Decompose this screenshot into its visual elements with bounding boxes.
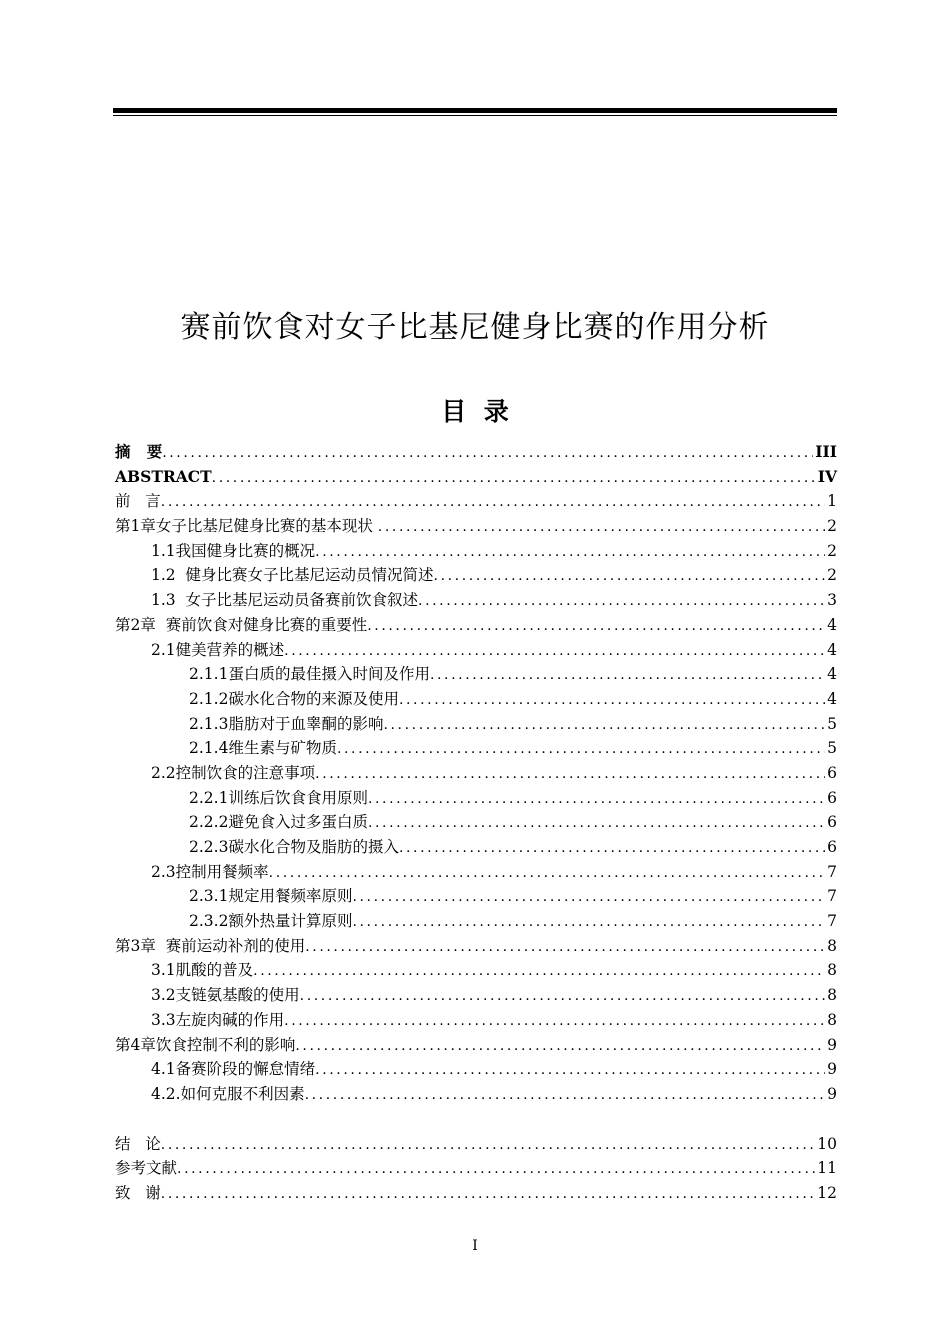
toc-entry-page: 8 [827, 936, 837, 955]
toc-dot-leader [368, 787, 825, 812]
toc-entry[interactable] [115, 958, 837, 983]
toc-dot-leader [430, 663, 825, 688]
toc-entry[interactable] [115, 712, 837, 737]
toc-entry[interactable] [115, 1156, 837, 1181]
toc-entry-page: 2 [827, 517, 837, 536]
toc-entry-label: 2.3.1规定用餐频率原则 [189, 887, 353, 906]
toc-entry-page: 8 [827, 986, 837, 1005]
toc-entry-label: 3.2支链氨基酸的使用 [151, 986, 300, 1005]
toc-entry-page: 4 [827, 640, 837, 659]
page-number: I [472, 1238, 478, 1254]
toc-dot-leader [284, 639, 825, 664]
toc-entry-page: 9 [827, 1035, 837, 1054]
toc-entry-label: 2.1.3脂肪对于血睾酮的影响 [189, 714, 384, 733]
toc-dot-leader [177, 1157, 815, 1182]
toc-entry[interactable] [115, 983, 837, 1008]
toc-dot-leader [315, 762, 825, 787]
toc-entry[interactable] [115, 1181, 837, 1206]
toc-dot-leader [305, 1083, 826, 1108]
toc-dot-leader [212, 466, 816, 491]
toc-dot-leader [352, 910, 825, 935]
toc-dot-leader [300, 984, 825, 1009]
toc-dot-leader [284, 1009, 825, 1034]
toc-entry-label: 前 言 [115, 492, 161, 511]
toc-entry-label: 4.1备赛阶段的懈怠情绪 [151, 1060, 316, 1079]
toc-entry[interactable] [115, 489, 837, 514]
toc-entry-label: ABSTRACT [115, 466, 212, 486]
toc-entry-page: 6 [827, 813, 837, 832]
toc-dot-leader [269, 861, 825, 886]
toc-entry-label: 2.2控制饮食的注意事项 [151, 763, 316, 782]
toc-entry-label: 第2章 赛前饮食对健身比赛的重要性 [115, 615, 368, 634]
toc-dot-leader [161, 1133, 815, 1158]
toc-dot-leader [399, 688, 825, 713]
toc-entry[interactable] [115, 1082, 837, 1107]
toc-entry[interactable] [115, 465, 837, 490]
toc-dot-leader [161, 490, 825, 515]
toc-dot-leader [337, 737, 825, 762]
toc-entry[interactable] [115, 514, 837, 539]
toc-entry-label: 2.2.3碳水化合物及脂肪的摄入 [189, 838, 399, 856]
toc-entry[interactable] [115, 909, 837, 934]
toc-entry[interactable] [115, 1008, 837, 1033]
toc-entry-page: III [815, 442, 837, 461]
toc-dot-leader [399, 836, 825, 861]
toc-dot-leader [418, 589, 825, 614]
toc-entry-page: 9 [827, 1084, 837, 1103]
toc-entry-label: 2.3.2额外热量计算原则 [189, 912, 353, 931]
toc-entry-label: 参考文献 [115, 1159, 178, 1178]
toc-entry-page: 6 [827, 763, 837, 782]
toc-entry-page: 9 [827, 1060, 837, 1079]
toc-dot-leader [315, 1058, 825, 1083]
toc-entry-page: 12 [817, 1183, 837, 1202]
document-title: 赛前饮食对女子比基尼健身比赛的作用分析 [180, 310, 770, 345]
toc-entry-label: 2.1.2碳水化合物的来源及使用 [189, 689, 399, 708]
toc-entry-page: 1 [827, 492, 837, 511]
toc-dot-leader [295, 1034, 825, 1059]
toc-entry-label: 2.2.2避免食入过多蛋白质 [189, 813, 368, 832]
toc-entry[interactable] [115, 588, 837, 613]
toc-entry-label: 结 论 [115, 1134, 161, 1153]
toc-entry-page: 11 [817, 1159, 837, 1178]
toc-dot-leader [161, 1182, 815, 1207]
toc-entry[interactable] [115, 736, 837, 761]
toc-entry-page: 7 [827, 887, 837, 906]
toc-entry[interactable] [115, 884, 837, 909]
toc-entry-page: IV [817, 466, 837, 486]
toc-entry-label: 2.1.4维生素与矿物质 [189, 739, 337, 758]
toc-entry[interactable] [115, 934, 837, 959]
toc-dot-leader [368, 811, 825, 836]
toc-dot-leader [367, 614, 825, 639]
toc-entry-label: 1.1我国健身比赛的概况 [151, 541, 316, 560]
toc-entry-page: 8 [827, 1010, 837, 1029]
toc-heading: 目 录 [441, 397, 509, 426]
toc-entry[interactable] [115, 786, 837, 811]
toc-dot-leader [305, 935, 825, 960]
toc-entry-label: 1.3 女子比基尼运动员备赛前饮食叙述 [151, 591, 419, 610]
toc-entry-page: 2 [827, 541, 837, 560]
toc-entry[interactable] [115, 761, 837, 786]
toc-entry-label: 2.1健美营养的概述 [151, 640, 285, 659]
toc-entry-page: 6 [827, 838, 837, 856]
table-of-contents [115, 440, 837, 1206]
toc-entry-page: 2 [827, 566, 837, 585]
toc-entry[interactable] [115, 539, 837, 564]
header-rule-thick [113, 108, 837, 113]
toc-entry-page: 8 [827, 961, 837, 980]
toc-entry-label: 3.1肌酸的普及 [151, 961, 254, 980]
toc-entry-page: 4 [827, 689, 837, 708]
toc-entry[interactable] [115, 638, 837, 663]
toc-entry-label: 4.2.如何克服不利因素 [151, 1084, 305, 1103]
toc-entry[interactable] [115, 1132, 837, 1157]
toc-entry-label: 2.2.1训练后饮食食用原则 [189, 788, 368, 807]
toc-entry-page: 3 [827, 591, 837, 610]
toc-entry-page: 5 [827, 739, 837, 758]
toc-dot-leader [352, 885, 825, 910]
toc-entry-page: 4 [827, 615, 837, 634]
toc-entry-label: 3.3左旋肉碱的作用 [151, 1010, 285, 1029]
toc-entry-label: 第3章 赛前运动补剂的使用 [115, 936, 306, 955]
toc-entry-label: 2.1.1蛋白质的最佳摄入时间及作用 [189, 665, 430, 684]
toc-entry[interactable] [115, 810, 837, 835]
toc-dot-leader [378, 515, 825, 540]
toc-entry[interactable] [115, 1057, 837, 1082]
toc-entry[interactable] [115, 440, 837, 465]
toc-entry[interactable] [115, 687, 837, 712]
toc-dot-leader [253, 959, 825, 984]
toc-entry-page: 5 [827, 714, 837, 733]
toc-entry[interactable] [115, 1033, 837, 1058]
toc-entry-label: 第4章饮食控制不利的影响 [115, 1035, 296, 1054]
toc-entry-page: 10 [817, 1134, 837, 1153]
toc-entry-label: 致 谢 [115, 1183, 161, 1202]
toc-dot-leader [315, 540, 825, 565]
toc-entry[interactable] [115, 860, 837, 885]
header-rule-thin [113, 115, 837, 116]
toc-entry[interactable] [115, 613, 837, 638]
toc-entry[interactable] [115, 662, 837, 687]
toc-entry[interactable] [115, 835, 837, 860]
toc-entry-page: 7 [827, 862, 837, 881]
toc-entry-label: 2.3控制用餐频率 [151, 862, 269, 881]
toc-entry-label: 第1章女子比基尼健身比赛的基本现状 [115, 517, 378, 536]
toc-dot-leader [383, 713, 825, 738]
toc-entry-page: 6 [827, 788, 837, 807]
toc-entry-page: 7 [827, 912, 837, 931]
toc-dot-leader [434, 564, 826, 589]
toc-entry-label: 1.2 健身比赛女子比基尼运动员情况简述 [151, 566, 434, 585]
toc-dot-leader [162, 441, 813, 466]
toc-entry-page: 4 [827, 665, 837, 684]
toc-entry[interactable] [115, 563, 837, 588]
toc-entry-label: 摘 要 [115, 442, 163, 461]
